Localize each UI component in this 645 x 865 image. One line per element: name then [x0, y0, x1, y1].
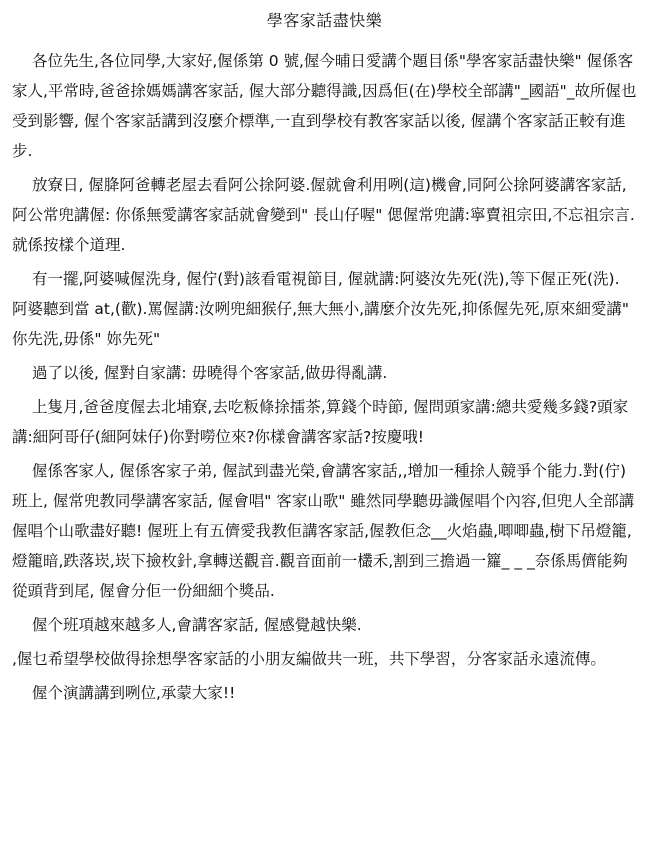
paragraph-hope: ,偓乜希望學校做得捈想學客家話的小朋友編做共一班，共下學習，分客家話永遠流傳。 [12, 650, 606, 668]
paragraph-happiness: 偓个班項越來越多人,會講客家話, 偓感覺越快樂. [32, 616, 362, 634]
paragraph-lesson: 過了以後, 偓對自家講: 毋曉得个客家話,做毋得亂講. [32, 364, 388, 382]
paragraph-hakka-pride: 偓係客家人, 偓係客家子弟, 偓試到盡光榮,會講客家話,,增加一種捈人競爭个能力.對(佇)班上, 偓常兜教同學講客家話, 偓會唱" 客家山歌" 雖然同學聽毋識偓唱个內容,但兜人全部講偓唱个山歌盡好聽! 偓班上有五儕愛我教佢講客家話,偓教佢念__火焰蟲,唧唧蟲,樹下吊燈籠,燈籠暗,跌落崁,崁下撿枚針,拿轉送觀音.觀音面前一欉禾,割到三擔過一籮_ _ _奈係馬儕能夠從頭背到尾, 偓會分佢一份細細个獎品. [12, 462, 635, 600]
document-title: 學客家話盡快樂 [266, 11, 383, 30]
paragraph-intro: 各位先生,各位同學,大家好,偓係第 0 號,偓今晡日愛講个題目係"學客家話盡快樂" 偓係客家人,平常時,爸爸捈媽媽講客家話, 偓大部分聽得識,因爲佢(在)學校全部講"_國語"_故所偓也受到影響, 偓个客家話講到沒麼介標準,一直到學校有教客家話以後, 偓講个客家話正較有進步. [12, 52, 637, 160]
paragraph-closing: 偓个演講講到咧位,承蒙大家!! [32, 684, 236, 702]
paragraph-beipu: 上隻月,爸爸度偓去北埔寮,去吃粄條捈擂茶,算錢个時節, 偓問頭家講:總共愛幾多錢?頭家講:細阿哥仔(細阿妹仔)你對嘮位來?你樣會講客家話?按慶哦! [12, 398, 629, 446]
paragraph-holiday: 放寮日, 偓胮阿爸轉老屋去看阿公捈阿婆.偓就會利用咧(這)機會,同阿公捈阿婆講客家話,阿公常兜講偓: 你係無愛講客家話就會變到" 長山仔喔" 偲偓常兜講:寧賣祖宗田,不忘祖宗言. 就係按樣个道理. [12, 176, 635, 254]
paragraph-bath-story: 有一擺,阿婆喊偓洗身, 偓佇(對)該看電視節目, 偓就講:阿婆汝先死(洗),等下偓正死(洗). 阿婆聽到當 at,(歡).罵偓講:汝咧兜細猴仔,無大無小,講麼介汝先死,抑係偓先死,原來細愛講" 你先洗,毋係" 妳先死" [12, 270, 630, 348]
